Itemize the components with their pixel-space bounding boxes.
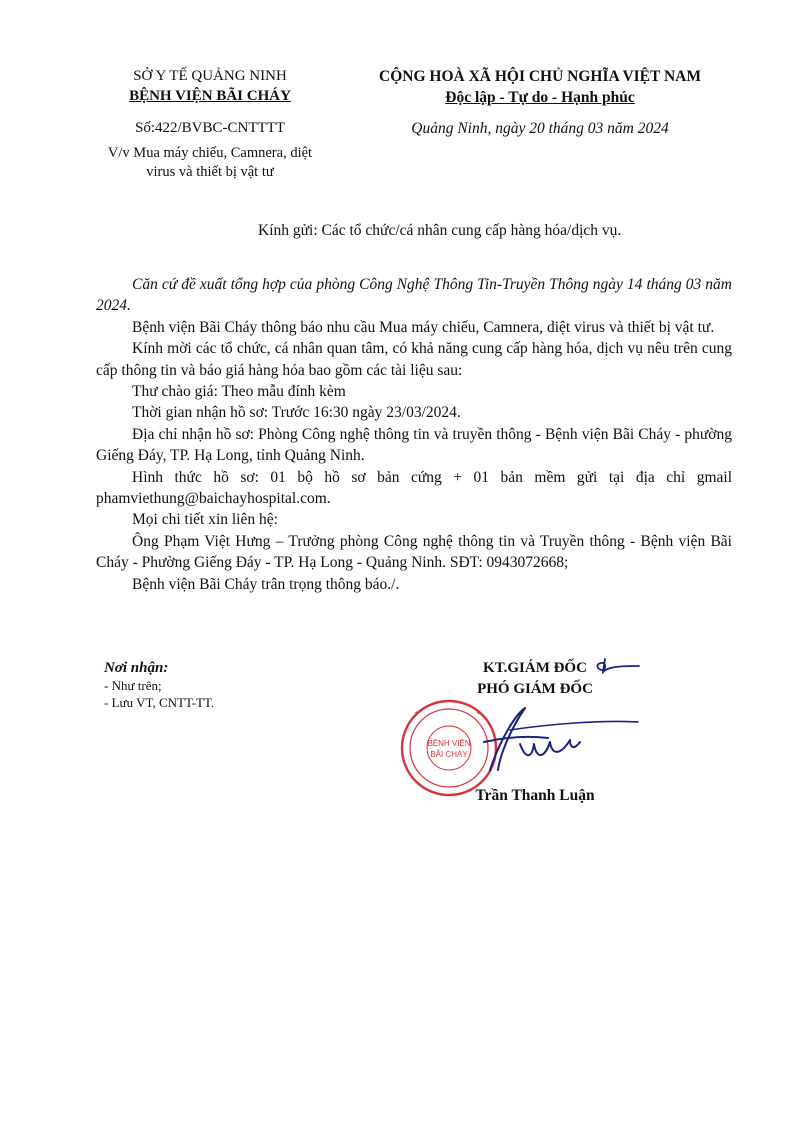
signer-name: Trần Thanh Luận	[475, 787, 595, 804]
body-paragraph: Ông Phạm Việt Hưng – Trưởng phòng Công nghệ thông tin và Truyền thông - Bệnh viện Bãi Cháy - Phường Giếng Đáy - TP. Hạ Long - Quảng Ninh. SĐT: 0943072668;	[96, 532, 732, 572]
national-header	[340, 66, 740, 139]
body-paragraph: Căn cứ đề xuất tổng hợp của phòng Công Nghệ Thông Tin-Truyền Thông ngày 14 tháng 03 năm 2024.	[96, 276, 732, 315]
handwritten-signature-icon	[470, 700, 645, 780]
document-number: Số:422/BVBC-CNTTTT	[134, 120, 285, 136]
body-paragraph: Kính mời các tổ chức, cá nhân quan tâm, có khả năng cung cấp hàng hóa, dịch vụ nêu trên cung cấp thông tin và báo giá hàng hóa bao gồm các tài liệu sau:	[96, 340, 732, 379]
initial-mark-icon	[591, 656, 643, 678]
subject-line-2: virus và thiết bị vật tư	[146, 164, 274, 180]
body-paragraph: Hình thức hồ sơ: 01 bộ hồ sơ bản cứng + 01 bản mềm gửi tại địa chỉ gmail phamviethung@baichayhospital.com.	[96, 468, 732, 508]
svg-text:BỆNH VIỆN: BỆNH VIỆN	[427, 739, 471, 748]
recipients-item: - Như trên;	[104, 678, 162, 693]
recipient-line: Kính gửi: Các tổ chức/cá nhân cung cấp hàng hóa/dịch vụ.	[258, 222, 622, 239]
svg-text:BÃI CHÁY: BÃI CHÁY	[430, 750, 468, 759]
svg-text:✦: ✦	[476, 711, 482, 717]
body-paragraph: Bệnh viện Bãi Cháy trân trọng thông báo./.	[132, 575, 400, 593]
document-date: Quảng Ninh, ngày 20 tháng 03 năm 2024	[411, 120, 669, 137]
recipients-item: - Lưu VT, CNTT-TT.	[104, 695, 215, 710]
department-name: SỞ Y TẾ QUẢNG NINH	[133, 68, 287, 84]
body-paragraph: Thời gian nhận hồ sơ: Trước 16:30 ngày 23/03/2024.	[132, 404, 461, 422]
signature-line-2: PHÓ GIÁM ĐỐC	[477, 681, 593, 697]
body-paragraph: Mọi chi tiết xin liên hệ:	[132, 511, 278, 529]
svg-text:✦: ✦	[414, 711, 420, 717]
issuer-header	[90, 66, 330, 182]
document-subject	[90, 144, 330, 182]
body-paragraph: Bệnh viện Bãi Cháy thông báo nhu cầu Mua máy chiếu, Camnera, diệt virus và thiết bị vật tư.	[132, 318, 715, 336]
recipients-block	[104, 660, 214, 711]
recipients-title: Nơi nhận:	[104, 660, 169, 676]
body-paragraph: Địa chỉ nhận hồ sơ: Phòng Công nghệ thông tin và truyền thông - Bệnh viện Bãi Cháy - phường Giếng Đáy, TP. Hạ Long, tỉnh Quảng Ninh.	[96, 425, 732, 465]
body-paragraph: Thư chào giá: Theo mẫu đính kèm	[132, 383, 346, 401]
signature-line-1: KT.GIÁM ĐỐC	[483, 660, 587, 676]
subject-line-1: V/v Mua máy chiếu, Camnera, diệt	[107, 145, 313, 161]
document-body	[96, 274, 732, 595]
nation-title: CỘNG HOÀ XÃ HỘI CHỦ NGHĨA VIỆT NAM	[379, 68, 701, 85]
hospital-name: BỆNH VIỆN BÃI CHÁY	[129, 88, 291, 104]
national-motto: Độc lập - Tự do - Hạnh phúc	[445, 89, 635, 106]
